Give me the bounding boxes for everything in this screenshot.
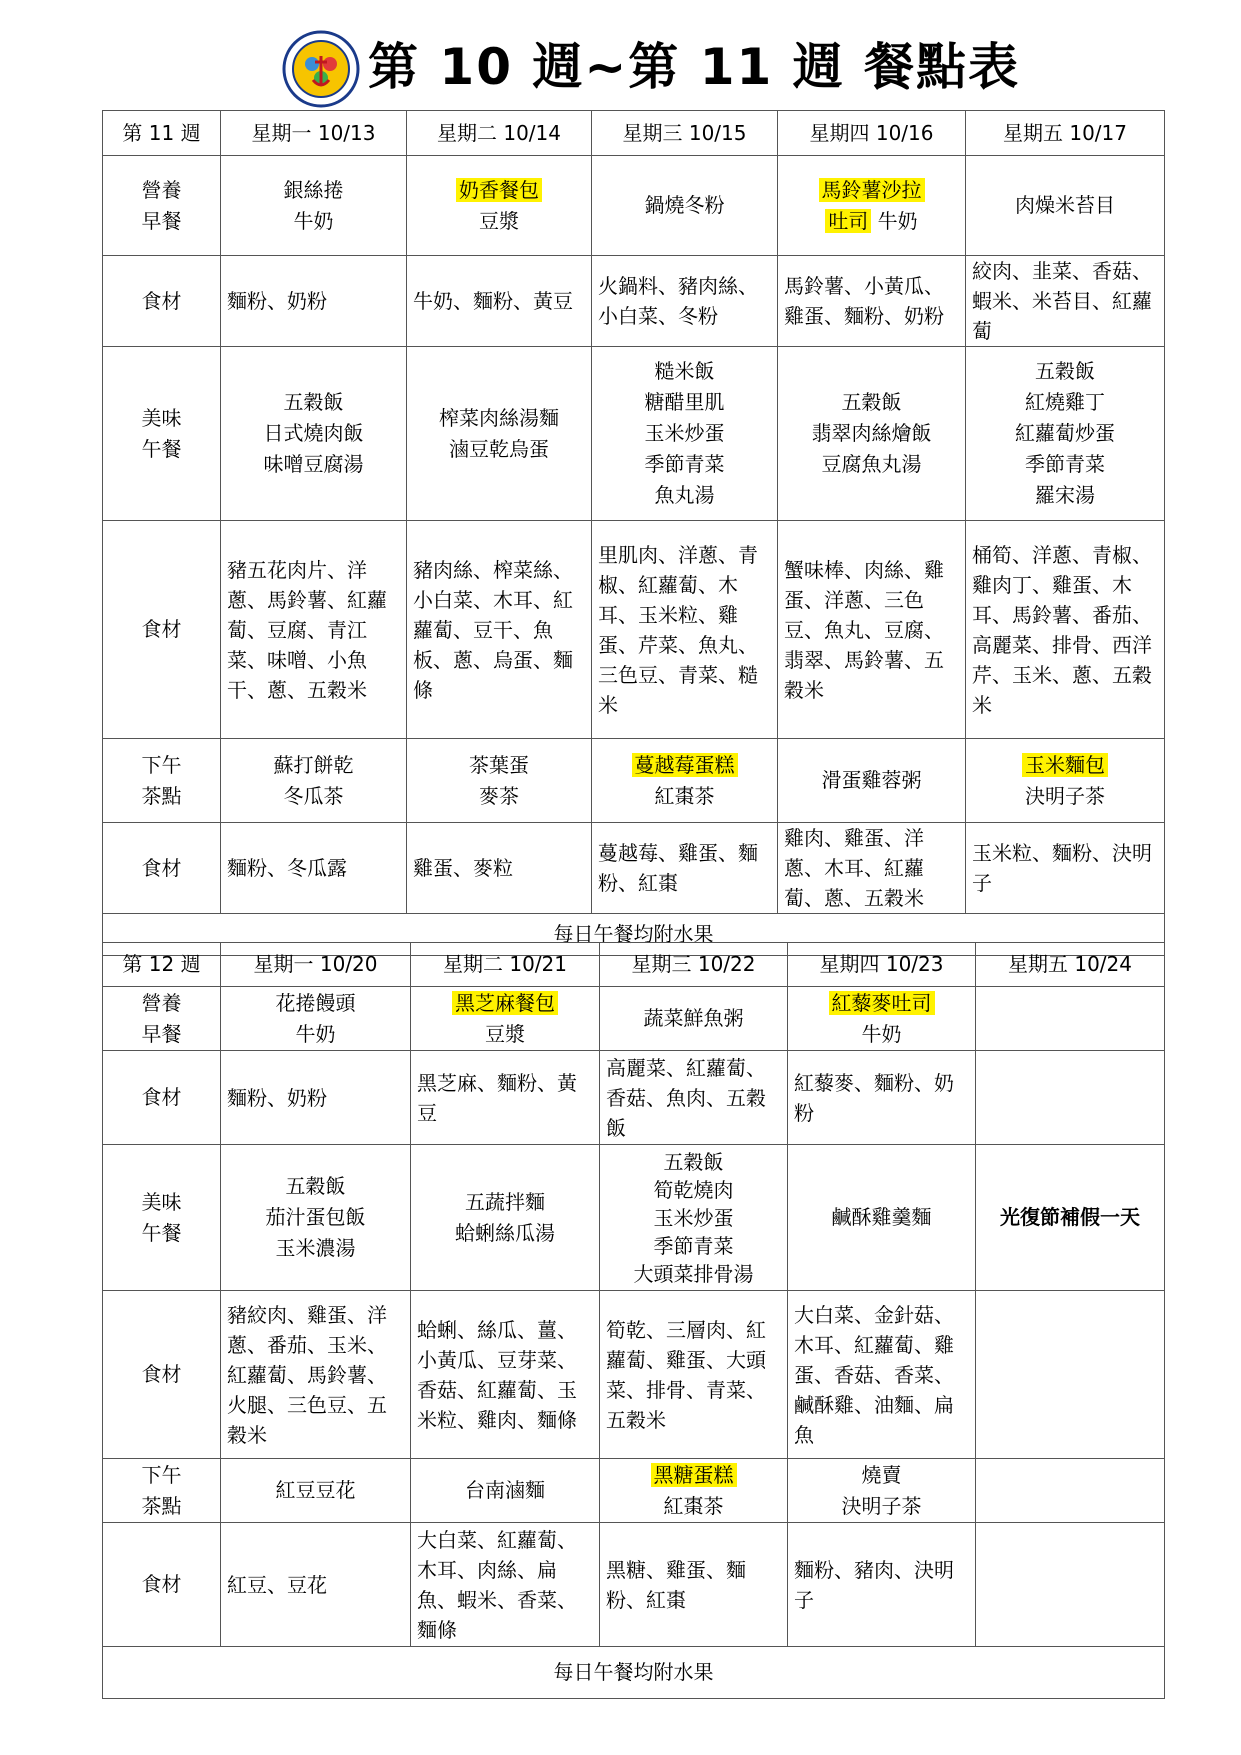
breakfast-ingredients-row (103, 256, 1165, 347)
breakfast-label: 營養 早餐 (103, 156, 221, 256)
tea-ing-tue: 雞蛋、麥粒 (407, 823, 592, 914)
fruit-note: 每日午餐均附水果 (103, 1647, 1165, 1699)
lunch-fri: 五穀飯 紅燒雞丁 紅蘿蔔炒蛋 季節青菜 羅宋湯 (966, 347, 1165, 521)
ingredients-label: 食材 (103, 823, 221, 914)
lunch-label: 美味 午餐 (103, 1145, 221, 1291)
breakfast-ing-mon: 麵粉、奶粉 (221, 1051, 411, 1145)
tea-wed: 黑糖蛋糕 紅棗茶 (600, 1459, 788, 1523)
lunch-tue: 五蔬拌麵 蛤蜊絲瓜湯 (411, 1145, 600, 1291)
tea-row (103, 739, 1165, 823)
ingredients-label: 食材 (103, 256, 221, 347)
week-label: 第 11 週 (103, 111, 221, 156)
highlighted-item: 蔓越莓蛋糕 (632, 753, 738, 777)
tea-ing-thu: 麵粉、豬肉、決明子 (788, 1523, 976, 1647)
breakfast-ing-thu: 紅藜麥、麵粉、奶粉 (788, 1051, 976, 1145)
lunch-ing-wed: 筍乾、三層肉、紅蘿蔔、雞蛋、大頭菜、排骨、青菜、五穀米 (600, 1291, 788, 1459)
note-row (103, 1647, 1165, 1699)
lunch-ingredients-row (103, 1291, 1165, 1459)
breakfast-ing-wed: 高麗菜、紅蘿蔔、香菇、魚肉、五穀飯 (600, 1051, 788, 1145)
tea-ing-wed: 蔓越莓、雞蛋、麵粉、紅棗 (592, 823, 778, 914)
tea-label: 下午 茶點 (103, 739, 221, 823)
lunch-ing-wed: 里肌肉、洋蔥、青椒、紅蘿蔔、木耳、玉米粒、雞蛋、芹菜、魚丸、三色豆、青菜、糙米 (592, 521, 778, 739)
breakfast-thu: 馬鈴薯沙拉 吐司 牛奶 (778, 156, 966, 256)
tea-label: 下午 茶點 (103, 1459, 221, 1523)
highlighted-item: 吐司 (825, 209, 871, 233)
lunch-wed: 五穀飯 筍乾燒肉 玉米炒蛋 季節青菜 大頭菜排骨湯 (600, 1145, 788, 1291)
tea-ing-mon: 麵粉、冬瓜露 (221, 823, 407, 914)
highlighted-item: 紅藜麥吐司 (829, 991, 935, 1015)
highlighted-item: 馬鈴薯沙拉 (819, 178, 925, 202)
lunch-row (103, 347, 1165, 521)
highlighted-item: 玉米麵包 (1022, 753, 1108, 777)
tea-wed: 蔓越莓蛋糕 紅棗茶 (592, 739, 778, 823)
page-title: 第 10 週~第 11 週 餐點表 (368, 38, 1021, 96)
breakfast-row (103, 987, 1165, 1051)
highlighted-item: 黑芝麻餐包 (452, 991, 558, 1015)
day-header-row (103, 943, 1165, 987)
breakfast-tue: 黑芝麻餐包 豆漿 (411, 987, 600, 1051)
breakfast-ing-thu: 馬鈴薯、小黃瓜、雞蛋、麵粉、奶粉 (778, 256, 966, 347)
lunch-ing-fri: 桶筍、洋蔥、青椒、雞肉丁、雞蛋、木耳、馬鈴薯、番茄、高麗菜、排骨、西洋芹、玉米、蔥、五穀米 (966, 521, 1165, 739)
tea-ing-thu: 雞肉、雞蛋、洋蔥、木耳、紅蘿蔔、蔥、五穀米 (778, 823, 966, 914)
breakfast-mon: 銀絲捲 牛奶 (221, 156, 407, 256)
breakfast-ing-mon: 麵粉、奶粉 (221, 256, 407, 347)
ingredients-label: 食材 (103, 1051, 221, 1145)
highlighted-item: 奶香餐包 (456, 178, 542, 202)
day-header: 星期四 10/16 (778, 111, 966, 156)
school-logo-icon (282, 30, 360, 108)
day-header: 星期五 10/24 (976, 943, 1165, 987)
breakfast-wed: 蔬菜鮮魚粥 (600, 987, 788, 1051)
tea-ing-fri-empty (976, 1523, 1165, 1647)
day-header: 星期四 10/23 (788, 943, 976, 987)
tea-fri-empty (976, 1459, 1165, 1523)
breakfast-ingredients-row (103, 1051, 1165, 1145)
breakfast-ing-tue: 黑芝麻、麵粉、黃豆 (411, 1051, 600, 1145)
tea-tue: 台南滷麵 (411, 1459, 600, 1523)
day-header-row (103, 111, 1165, 156)
tea-row (103, 1459, 1165, 1523)
tea-ing-tue: 大白菜、紅蘿蔔、木耳、肉絲、扁魚、蝦米、香菜、麵條 (411, 1523, 600, 1647)
tea-ingredients-row (103, 823, 1165, 914)
breakfast-fri: 肉燥米苔目 (966, 156, 1165, 256)
day-header: 星期一 10/20 (221, 943, 411, 987)
day-header: 星期三 10/15 (592, 111, 778, 156)
day-header: 星期二 10/14 (407, 111, 592, 156)
lunch-ing-tue: 蛤蜊、絲瓜、薑、小黃瓜、豆芽菜、香菇、紅蘿蔔、玉米粒、雞肉、麵條 (411, 1291, 600, 1459)
breakfast-tue: 奶香餐包 豆漿 (407, 156, 592, 256)
tea-tue: 茶葉蛋 麥茶 (407, 739, 592, 823)
lunch-tue: 榨菜肉絲湯麵 滷豆乾烏蛋 (407, 347, 592, 521)
highlighted-item: 黑糖蛋糕 (651, 1463, 737, 1487)
lunch-row (103, 1145, 1165, 1291)
lunch-ing-thu: 大白菜、金針菇、木耳、紅蘿蔔、雞蛋、香菇、香菜、鹹酥雞、油麵、扁魚 (788, 1291, 976, 1459)
fruit-note: 每日午餐均附水果 (103, 914, 1165, 956)
tea-ing-fri: 玉米粒、麵粉、決明子 (966, 823, 1165, 914)
tea-mon: 蘇打餅乾 冬瓜茶 (221, 739, 407, 823)
holiday-notice: 光復節補假一天 (976, 1145, 1165, 1291)
lunch-ing-mon: 豬絞肉、雞蛋、洋蔥、番茄、玉米、紅蘿蔔、馬鈴薯、火腿、三色豆、五穀米 (221, 1291, 411, 1459)
lunch-thu: 鹹酥雞羹麵 (788, 1145, 976, 1291)
ingredients-label: 食材 (103, 1523, 221, 1647)
lunch-ingredients-row (103, 521, 1165, 739)
ingredients-label: 食材 (103, 521, 221, 739)
day-header: 星期一 10/13 (221, 111, 407, 156)
tea-mon: 紅豆豆花 (221, 1459, 411, 1523)
breakfast-fri-empty (976, 987, 1165, 1051)
lunch-ing-thu: 蟹味棒、肉絲、雞蛋、洋蔥、三色豆、魚丸、豆腐、翡翠、馬鈴薯、五穀米 (778, 521, 966, 739)
breakfast-label: 營養 早餐 (103, 987, 221, 1051)
week-11-menu-table (102, 110, 1165, 956)
breakfast-ing-fri: 絞肉、韭菜、香菇、蝦米、米苔目、紅蘿蔔 (966, 256, 1165, 347)
day-header: 星期三 10/22 (600, 943, 788, 987)
ingredients-label: 食材 (103, 1291, 221, 1459)
breakfast-wed: 鍋燒冬粉 (592, 156, 778, 256)
tea-ing-mon: 紅豆、豆花 (221, 1523, 411, 1647)
breakfast-ing-fri-empty (976, 1051, 1165, 1145)
day-header: 星期五 10/17 (966, 111, 1165, 156)
tea-ingredients-row (103, 1523, 1165, 1647)
lunch-ing-fri-empty (976, 1291, 1165, 1459)
week-label: 第 12 週 (103, 943, 221, 987)
breakfast-row (103, 156, 1165, 256)
week-12-menu-table (102, 942, 1165, 1699)
day-header: 星期二 10/21 (411, 943, 600, 987)
lunch-thu: 五穀飯 翡翠肉絲燴飯 豆腐魚丸湯 (778, 347, 966, 521)
lunch-ing-tue: 豬肉絲、榨菜絲、小白菜、木耳、紅蘿蔔、豆干、魚板、蔥、烏蛋、麵條 (407, 521, 592, 739)
tea-ing-wed: 黑糖、雞蛋、麵粉、紅棗 (600, 1523, 788, 1647)
page-header (0, 28, 1241, 108)
lunch-mon: 五穀飯 日式燒肉飯 味噌豆腐湯 (221, 347, 407, 521)
breakfast-thu: 紅藜麥吐司 牛奶 (788, 987, 976, 1051)
breakfast-ing-wed: 火鍋料、豬肉絲、小白菜、冬粉 (592, 256, 778, 347)
lunch-wed: 糙米飯 糖醋里肌 玉米炒蛋 季節青菜 魚丸湯 (592, 347, 778, 521)
tea-fri: 玉米麵包 決明子茶 (966, 739, 1165, 823)
lunch-label: 美味 午餐 (103, 347, 221, 521)
breakfast-mon: 花捲饅頭 牛奶 (221, 987, 411, 1051)
tea-thu: 滑蛋雞蓉粥 (778, 739, 966, 823)
tea-thu: 燒賣 決明子茶 (788, 1459, 976, 1523)
lunch-ing-mon: 豬五花肉片、洋蔥、馬鈴薯、紅蘿蔔、豆腐、青江菜、味噌、小魚干、蔥、五穀米 (221, 521, 407, 739)
breakfast-ing-tue: 牛奶、麵粉、黃豆 (407, 256, 592, 347)
lunch-mon: 五穀飯 茄汁蛋包飯 玉米濃湯 (221, 1145, 411, 1291)
